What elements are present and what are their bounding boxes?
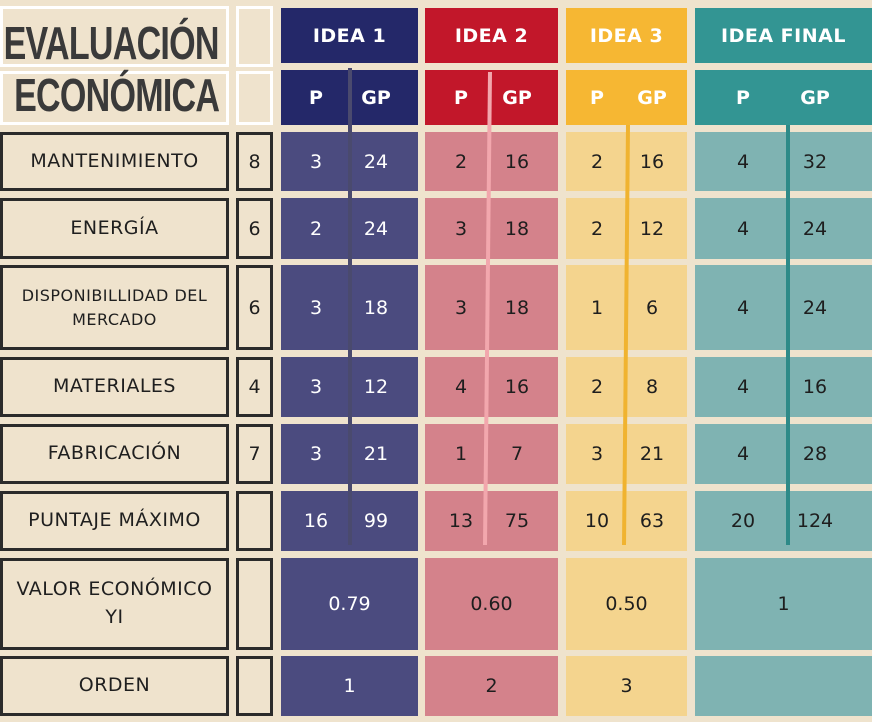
score-cell — [695, 132, 872, 191]
page-title-line-2: ECONÓMICA — [13, 69, 219, 121]
score-cell — [695, 491, 872, 551]
column-divider-line — [348, 68, 352, 545]
p-value: 3 — [309, 443, 323, 465]
criterion-label: DISPONIBILLIDAD DEL MERCADO — [0, 265, 229, 350]
gp-value: 6 — [645, 296, 659, 319]
score-cell — [425, 491, 558, 551]
gp-value: 12 — [363, 376, 389, 398]
criterion-label: PUNTAJE MÁXIMO — [0, 491, 229, 551]
gp-label: GP — [502, 86, 532, 109]
criterion-label: ENERGÍA — [0, 198, 229, 259]
gp-value: 75 — [504, 510, 530, 532]
score-cell — [425, 198, 558, 259]
criterion-label: MATERIALES — [0, 357, 229, 417]
gp-value: 24 — [802, 296, 828, 319]
p-label: P — [590, 86, 604, 109]
gp-value: 24 — [363, 217, 389, 240]
p-label: P — [454, 86, 468, 109]
criterion-weight: 8 — [236, 132, 273, 191]
idea-subheader — [695, 70, 872, 125]
gp-value: 16 — [639, 150, 665, 173]
idea-header: IDEA FINAL — [695, 8, 872, 63]
gp-label: GP — [637, 86, 667, 109]
p-value: 4 — [736, 150, 750, 173]
idea-header: IDEA 2 — [425, 8, 558, 63]
p-value: 4 — [736, 296, 750, 319]
gp-value: 18 — [363, 296, 389, 319]
p-value: 20 — [730, 510, 756, 532]
order-cell: 3 — [566, 656, 687, 716]
p-value: 2 — [309, 217, 323, 240]
p-value: 4 — [736, 217, 750, 240]
gp-value: 8 — [645, 376, 659, 398]
gp-label: GP — [361, 86, 391, 109]
order-cell: 2 — [425, 656, 558, 716]
criterion-weight — [236, 491, 273, 551]
gp-value: 7 — [510, 443, 524, 465]
score-cell — [566, 491, 687, 551]
economic-value-cell: 0.79 — [281, 558, 418, 650]
gp-value: 32 — [802, 150, 828, 173]
p-value: 16 — [303, 510, 329, 532]
criterion-weight: 7 — [236, 424, 273, 484]
criterion-label: MANTENIMIENTO — [0, 132, 229, 191]
p-value: 4 — [736, 376, 750, 398]
idea-header: IDEA 3 — [566, 8, 687, 63]
value-weight-box — [236, 558, 273, 650]
score-cell — [425, 357, 558, 417]
gp-value: 99 — [363, 510, 389, 532]
economic-value-cell: 0.50 — [566, 558, 687, 650]
p-value: 3 — [309, 150, 323, 173]
score-cell — [425, 424, 558, 484]
p-value: 1 — [590, 296, 604, 319]
idea-header: IDEA 1 — [281, 8, 418, 63]
criterion-weight: 4 — [236, 357, 273, 417]
gp-value: 16 — [504, 376, 530, 398]
p-value: 2 — [590, 150, 604, 173]
gp-value: 16 — [504, 150, 530, 173]
gp-value: 21 — [639, 443, 665, 465]
p-value: 1 — [454, 443, 468, 465]
gp-value: 16 — [802, 376, 828, 398]
p-value: 3 — [590, 443, 604, 465]
p-value: 4 — [736, 443, 750, 465]
score-cell — [695, 424, 872, 484]
p-value: 3 — [454, 217, 468, 240]
p-value: 3 — [454, 296, 468, 319]
idea-subheader — [566, 70, 687, 125]
column-divider-line — [786, 125, 790, 545]
economic-value-cell: 0.60 — [425, 558, 558, 650]
order-weight-box — [236, 656, 273, 716]
gp-value: 124 — [796, 510, 834, 532]
p-value: 2 — [590, 376, 604, 398]
economic-value-cell: 1 — [695, 558, 872, 650]
p-value: 10 — [584, 510, 610, 532]
gp-value: 12 — [639, 217, 665, 240]
gp-label: GP — [800, 86, 830, 109]
p-value: 4 — [454, 376, 468, 398]
score-cell — [695, 265, 872, 350]
score-cell — [695, 357, 872, 417]
criterion-weight: 6 — [236, 265, 273, 350]
gp-value: 63 — [639, 510, 665, 532]
p-label: P — [736, 86, 750, 109]
p-value: 2 — [454, 150, 468, 173]
score-cell — [425, 132, 558, 191]
gp-value: 28 — [802, 443, 828, 465]
value-label: VALOR ECONÓMICO YI — [0, 558, 229, 650]
criterion-weight: 6 — [236, 198, 273, 259]
gp-value: 18 — [504, 217, 530, 240]
gp-value: 24 — [363, 150, 389, 173]
score-cell — [425, 265, 558, 350]
p-value: 13 — [448, 510, 474, 532]
page-title-line-1: EVALUACIÓN — [3, 17, 219, 69]
p-value: 3 — [309, 376, 323, 398]
p-label: P — [309, 86, 323, 109]
order-cell: 1 — [281, 656, 418, 716]
order-label: ORDEN — [0, 656, 229, 716]
order-cell — [695, 656, 872, 716]
score-cell — [695, 198, 872, 259]
title-weight-box-2 — [236, 71, 273, 125]
gp-value: 24 — [802, 217, 828, 240]
gp-value: 21 — [363, 443, 389, 465]
title-weight-box-1 — [236, 6, 273, 67]
p-value: 2 — [590, 217, 604, 240]
criterion-label: FABRICACIÓN — [0, 424, 229, 484]
gp-value: 18 — [504, 296, 530, 319]
p-value: 3 — [309, 296, 323, 319]
